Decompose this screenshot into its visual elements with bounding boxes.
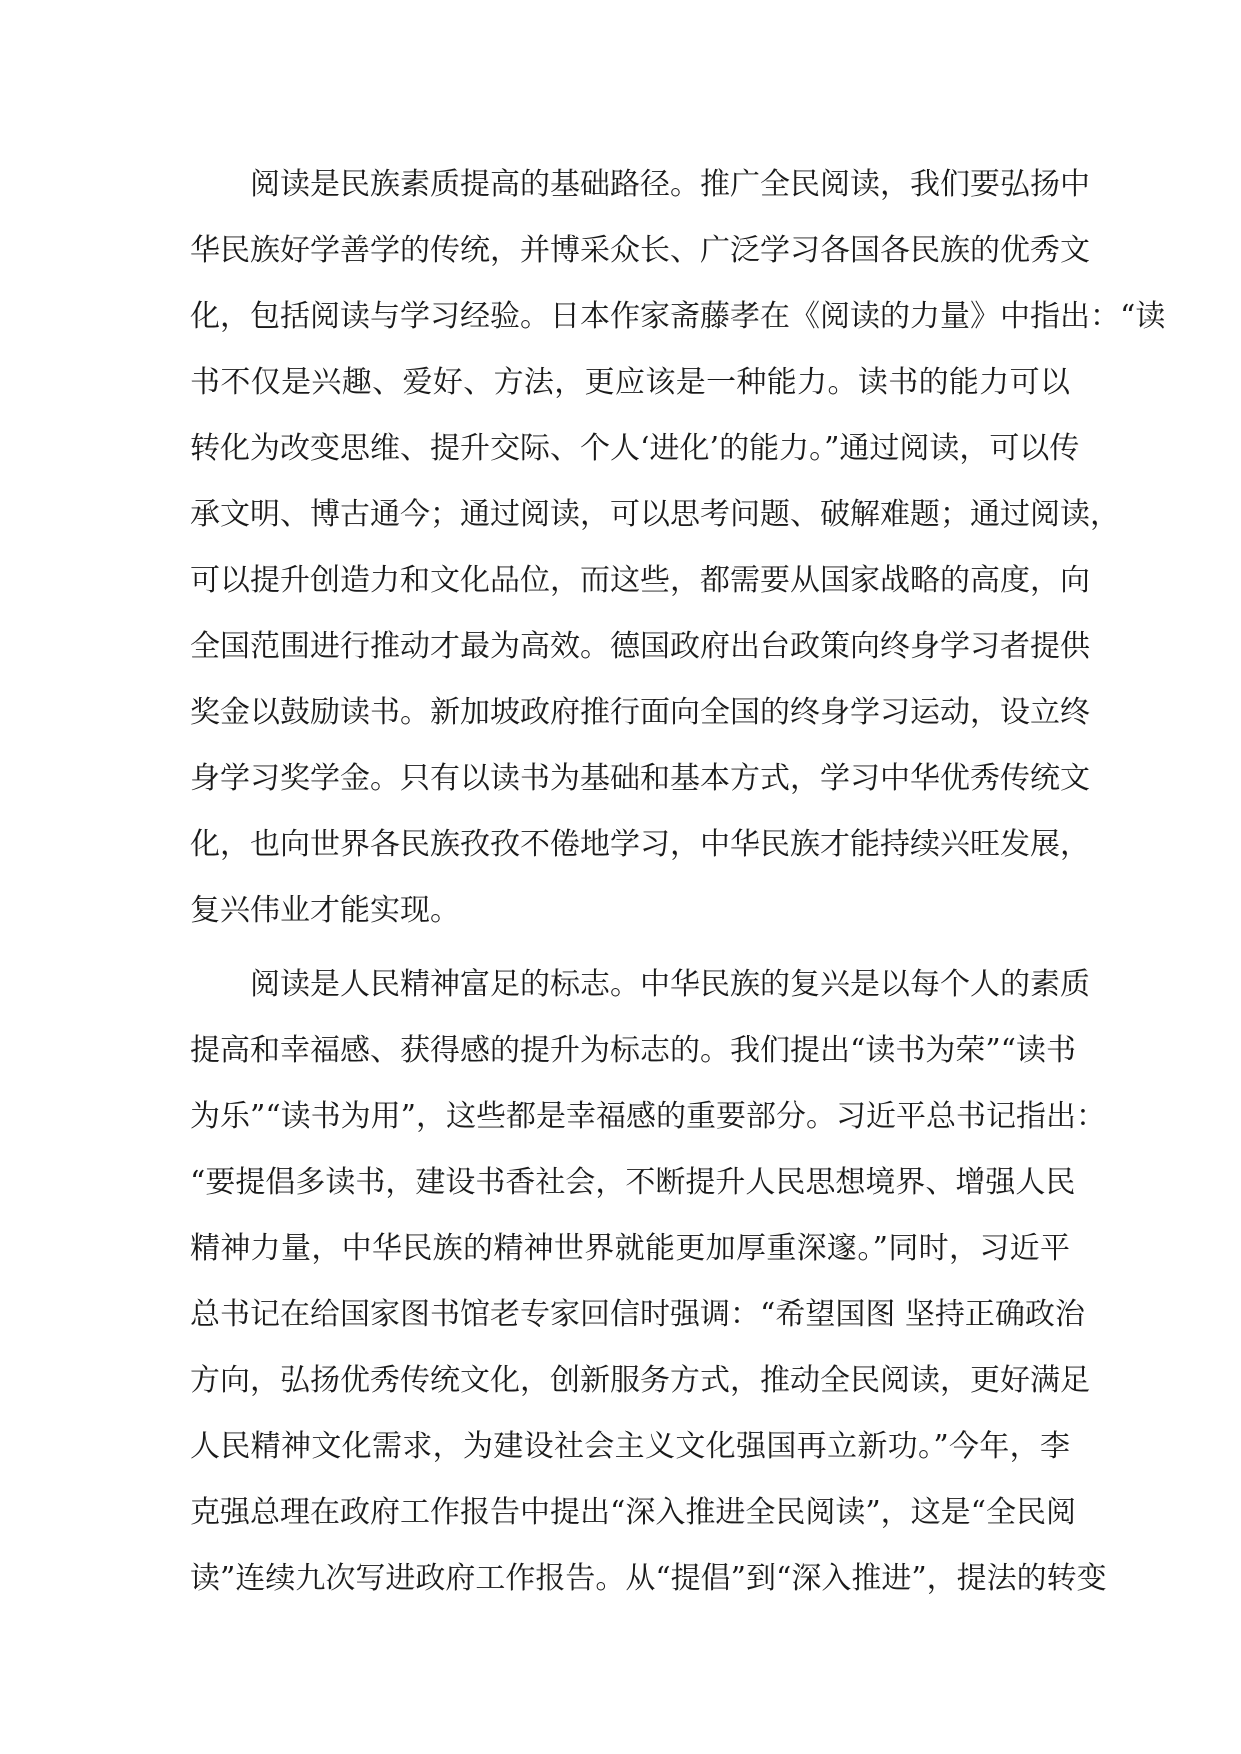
paragraph-line: 为乐”“读书为用”，这些都是幸福感的重要部分。习近平总书记指出：: [190, 1099, 1107, 1134]
paragraph-line: 复兴伟业才能实现。: [190, 893, 460, 928]
paragraph-line: “要提倡多读书，建设书香社会，不断提升人民思想境界、增强人民: [190, 1165, 1076, 1200]
paragraph-line: 提高和幸福感、获得感的提升为标志的。我们提出“读书为荣”“读书: [190, 1033, 1077, 1068]
paragraph-line: 化，也向世界各民族孜孜不倦地学习，中华民族才能持续兴旺发展，: [190, 827, 1090, 862]
paragraph-2: [190, 952, 1107, 1612]
paragraph-line: 身学习奖学金。只有以读书为基础和基本方式，学习中华优秀传统文: [190, 761, 1090, 796]
paragraph-line: 奖金以鼓励读书。新加坡政府推行面向全国的终身学习运动，设立终: [190, 695, 1090, 730]
paragraph-line: 人民精神文化需求，为建设社会主义文化强国再立新功。”今年，李: [190, 1429, 1070, 1464]
paragraph-line: 阅读是民族素质提高的基础路径。推广全民阅读，我们要弘扬中: [250, 167, 1090, 202]
paragraph-line: 精神力量，中华民族的精神世界就能更加厚重深邃。”同时，习近平: [190, 1231, 1070, 1266]
paragraph-line: 承文明、博古通今；通过阅读，可以思考问题、破解难题；通过阅读，: [190, 497, 1120, 532]
paragraph-line: 阅读是人民精神富足的标志。中华民族的复兴是以每个人的素质: [250, 967, 1090, 1002]
paragraph-line: 化，包括阅读与学习经验。日本作家斋藤孝在《阅读的力量》中指出：“读: [190, 299, 1166, 334]
paragraph-line: 方向，弘扬优秀传统文化，创新服务方式，推动全民阅读，更好满足: [190, 1363, 1090, 1398]
paragraph-line: 转化为改变思维、提升交际、个人‘进化’的能力。”通过阅读，可以传: [190, 431, 1080, 466]
paragraph-line: 读”连续九次写进政府工作报告。从“提倡”到“深入推进”，提法的转变: [190, 1561, 1107, 1596]
paragraph-line: 可以提升创造力和文化品位，而这些，都需要从国家战略的高度，向: [190, 563, 1090, 598]
paragraph-line: 总书记在给国家图书馆老专家回信时强调：“希望国图 坚持正确政治: [190, 1297, 1085, 1332]
paragraph-line: 书不仅是兴趣、爱好、方法，更应该是一种能力。读书的能力可以: [190, 365, 1070, 400]
paragraph-line: 克强总理在政府工作报告中提出“深入推进全民阅读”，这是“全民阅: [190, 1495, 1077, 1530]
paragraph-line: 华民族好学善学的传统，并博采众长、广泛学习各国各民族的优秀文: [190, 233, 1090, 268]
paragraph-line: 全国范围进行推动才最为高效。德国政府出台政策向终身学习者提供: [190, 629, 1090, 664]
paragraph-1: [190, 152, 1166, 944]
